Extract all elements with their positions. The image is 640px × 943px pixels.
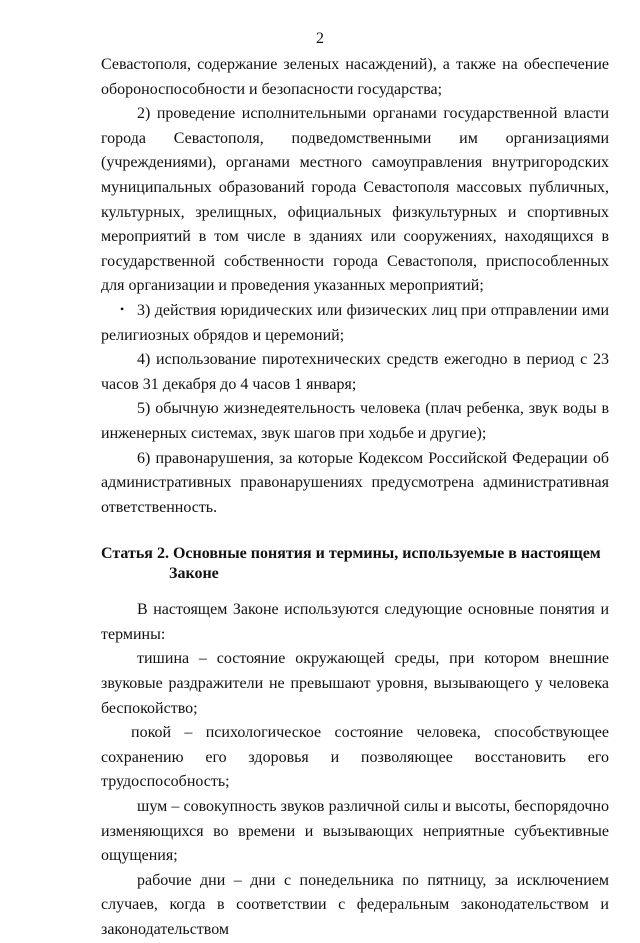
paragraph: 6) правонарушения, за которые Кодексом Российской Федерации об административных правонарушениях предусмотрена административная ответственность. <box>101 449 609 516</box>
paragraph: 4) использование пиротехнических средств ежегодно в период с 23 часов 31 декабря до 4 часов 1 января; <box>101 351 609 393</box>
margin-mark: • <box>120 302 125 316</box>
heading-line-2: Законе <box>169 565 219 583</box>
paragraph: 3) действия юридических или физических лиц при отправлении ими религиозных обрядов и церемоний; <box>101 301 609 344</box>
heading-line-1: Статья 2. Основные понятия и термины, используемые в настоящем <box>101 545 601 563</box>
document-body <box>101 53 609 943</box>
page-number: 2 <box>316 30 324 47</box>
definition-paragraph: покой – психологическое состояние человека, способствующее сохранению его здоровья и позволяющее восстановить его трудоспособность; <box>101 724 609 791</box>
article-heading <box>101 544 609 584</box>
paragraph: 5) обычную жизнедеятельность человека (плач ребенка, звук воды в инженерных системах, звук шагов при ходьбе и другие); <box>101 400 609 442</box>
definition-paragraph: шум – совокупность звуков различной силы и высоты, беспорядочно изменяющихся во времени и вызывающих неприятные субъективные ощущения; <box>101 798 609 865</box>
paragraph: В настоящем Законе используются следующие основные понятия и термины: <box>101 601 609 643</box>
definition-paragraph: тишина – состояние окружающей среды, при котором внешние звуковые раздражители не превышают уровня, вызывающего у человека беспокойство; <box>101 650 609 717</box>
paragraph: 2) проведение исполнительными органами государственной власти города Севастополя, подведомственными им организациями (учреждениями), органами местного самоуправления внутригородских муниципальных образований города Севастополя массовых публичных, культурных, зрелищных, официальных физкультурных и спортивных мероприятий в том числе в зданиях или сооружениях, находящихся в государственной собственности города Севастополя, приспособленных для организации и проведения указанных мероприятий; <box>101 105 609 295</box>
definition-paragraph: рабочие дни – дни с понедельника по пятницу, за исключением случаев, когда в соответствии с федеральным законодательством и законодательством <box>101 871 609 938</box>
paragraph: Севастополя, содержание зеленых насаждений), а также на обеспечение обороноспособности и безопасности государства; <box>101 56 609 98</box>
